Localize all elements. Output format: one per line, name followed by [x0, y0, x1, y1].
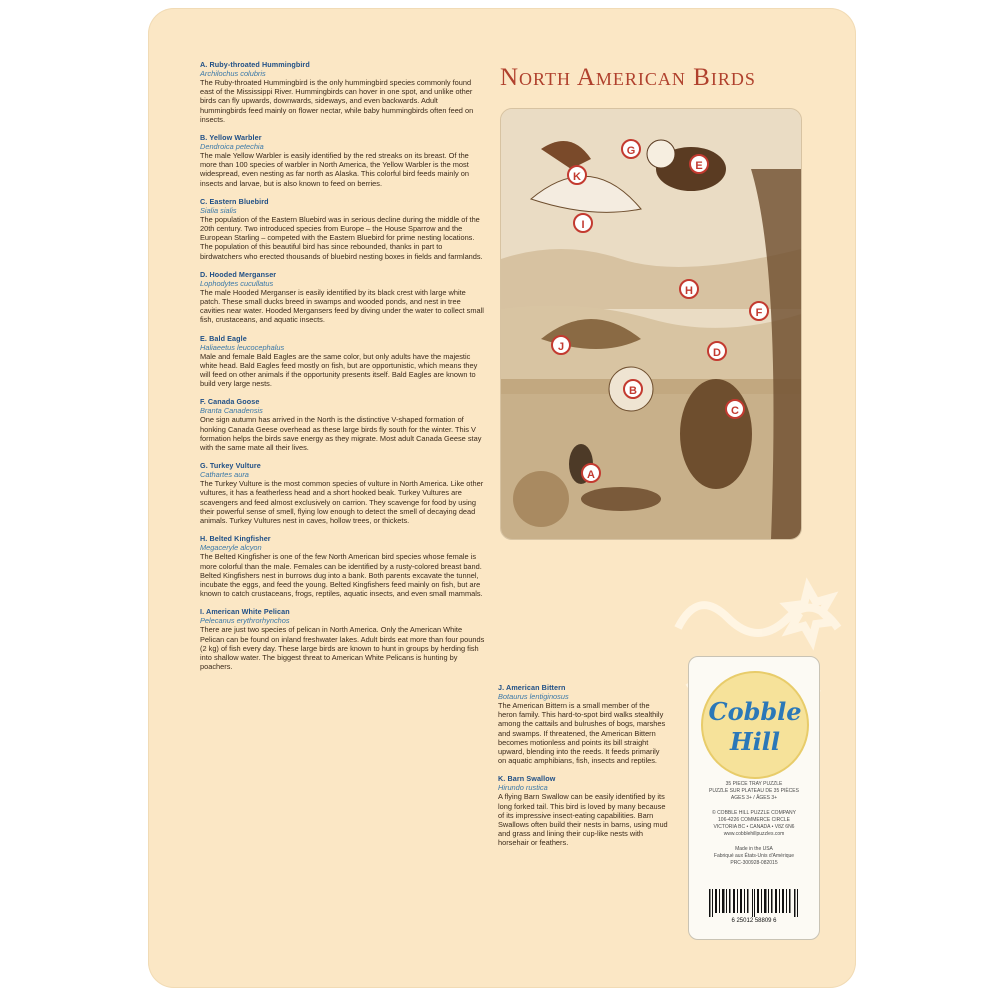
species-description: The Belted Kingfisher is one of the few North American bird species whose female is more colorful than the male. Females can be identified by a rusty-colored breast band. Belted Kingfishers nest in burrows dug into a bank. Both parents excavate the tunnel, incubate the eggs, and feed the young. Belted Kingfishers feed mainly on fish, but are known to catch crustaceans, frogs, reptiles, aquatic insects, and even small mammals. — [200, 552, 483, 599]
marker-d: D — [707, 341, 727, 361]
species-list-left — [200, 60, 485, 680]
species-latin-name: Hirundo rustica — [498, 783, 548, 793]
species-description: The male Hooded Merganser is easily identified by its black crest with large white patch. These small ducks breed in swamps and wooded ponds, and nest in tree cavities near water. Hooded Mergansers feed by diving under the water to collect small fish, crustaceans, and aquatic insects. — [200, 287, 484, 325]
species-description: The male Yellow Warbler is easily identified by the red streaks on its breast. Of the more than 100 species of warbler in North America, the Yellow Warbler is the most widespread, even nesting as far north as Alaska. This colorful bird feeds mainly on insects and larvae, but is also known to feed on berries. — [200, 151, 469, 188]
species-heading: K. Barn Swallow — [498, 774, 556, 784]
barcode-digits: 6 25012 58809 6 — [731, 918, 777, 923]
species-description: The American Bittern is a small member of the heron family. This hard-to-spot bird walks stealthily among the cattails and bulrushes of bogs, marshes and swamps. If threatened, the American Bittern becomes motionless and points its bill straight upward, blending into the reeds. It feeds primarily on aquatic amphibians, fish, insects and reptiles. — [498, 701, 666, 766]
species-entry — [200, 60, 485, 124]
species-latin-name: Pelecanus erythrorhynchos — [200, 616, 290, 626]
page-title: North American Birds — [500, 64, 756, 91]
species-heading: G. Turkey Vulture — [200, 461, 261, 471]
company-website: www.cobblehillpuzzles.com — [723, 831, 785, 837]
species-latin-name: Archilochus colubris — [200, 69, 266, 78]
cobble-hill-logo — [701, 671, 809, 779]
marker-f: F — [749, 301, 769, 321]
marker-i: I — [573, 213, 593, 233]
species-entry — [200, 461, 485, 525]
marker-c: C — [725, 399, 745, 419]
species-latin-name: Megaceryle alcyon — [200, 543, 262, 553]
company-address-2: VICTORIA BC • CANADA • V8Z 6N6 — [713, 824, 795, 830]
species-latin-name: Sialia sialis — [200, 205, 237, 215]
species-entry — [200, 397, 485, 452]
species-entry — [200, 133, 485, 188]
species-latin-name: Dendroica petechia — [200, 142, 264, 152]
species-entry — [498, 774, 668, 847]
puzzle-board — [148, 8, 856, 988]
marker-h: H — [679, 279, 699, 299]
piece-count-fr: PUZZLE SUR PLATEAU DE 35 PIÈCES — [709, 788, 799, 794]
marker-e: E — [689, 154, 709, 174]
bird-illustration — [500, 108, 802, 540]
marker-j: J — [551, 335, 571, 355]
logo-line-2: Hill — [729, 727, 781, 756]
logo-line-1: Cobble — [708, 697, 802, 726]
species-entry — [200, 534, 485, 598]
marker-a: A — [581, 463, 601, 483]
species-description: Male and female Bald Eagles are the same color, but only adults have the majestic white head. Bald Eagles feed mostly on fish, but are opportunistic, which means they will feed on other animals if the opportunity presents itself. Bald Eagles are known to build very large nests. — [200, 351, 478, 389]
species-description: There are just two species of pelican in North America. Only the American White Pelican can be found on inland freshwater lakes. Adult birds eat more than four pounds (2 kg) of fish every day. These large birds are known to hunt in groups by herding fish into shallow water. The biggest threat to American White Pelicans is hunting by poachers. — [200, 625, 485, 672]
species-heading: B. Yellow Warbler — [200, 133, 262, 143]
marker-g: G — [621, 139, 641, 159]
species-latin-name: Branta Canadensis — [200, 406, 263, 416]
species-description: The population of the Eastern Bluebird was in serious decline during the middle of the 20th century. Two introduced species from Europe – the House Sparrow and the European Starling – competed with the Eastern Bluebird for prime nesting locations. The population of this beautiful bird has since rebounded, thanks in part to birdwatchers who erected thousands of bluebird nesting boxes in fields and farmlands. — [200, 214, 483, 261]
species-heading: D. Hooded Merganser — [200, 269, 277, 279]
brand-label — [688, 656, 820, 940]
species-latin-name: Haliaeetus leucocephalus — [200, 342, 285, 352]
species-heading: F. Canada Goose — [200, 397, 260, 407]
marker-k: K — [567, 165, 587, 185]
species-heading: A. Ruby-throated Hummingbird — [200, 60, 310, 69]
species-list-right — [498, 683, 668, 857]
species-description: The Ruby-throated Hummingbird is the only hummingbird species commonly found east of the Mississippi River. Hummingbirds can hover in one spot, and unlike other birds can fly upwards, downwards, sideways, and even backwards. Adult hummingbirds feed mainly on flower nectar, while baby hummingbirds often feed on insects. — [200, 78, 474, 124]
species-heading: C. Eastern Bluebird — [200, 196, 269, 206]
made-in: Made in the USA — [735, 846, 773, 852]
species-description: One sign autumn has arrived in the North is the distinctive V-shaped formation of honking Canada Geese overhead as these large birds fly south for the winter. This V formation helps the birds save energy as they migrate. Most adult Canada Geese stay with the same mate all their lives. — [200, 415, 482, 453]
species-heading: H. Belted Kingfisher — [200, 534, 271, 544]
species-entry — [200, 607, 485, 671]
company-name: © COBBLE HILL PUZZLE COMPANY — [712, 810, 796, 816]
species-latin-name: Lophodytes cucullatus — [200, 278, 274, 288]
species-entry — [498, 683, 668, 765]
piece-count-en: 35 PIECE TRAY PUZZLE — [725, 781, 783, 787]
illustration-scene — [501, 109, 801, 539]
species-latin-name: Botaurus lentiginosus — [498, 692, 569, 701]
company-address-1: 106-4226 COMMERCE CIRCLE — [718, 817, 790, 823]
species-heading: E. Bald Eagle — [200, 333, 247, 343]
species-description: A flying Barn Swallow can be easily identified by its long forked tail. This bird is loved by many because of its impressive insect-eating capabilities. Barn Swallows often build their nests in barns, using mud and grass and lining their cup-like nests with horsehair or feathers. — [498, 792, 668, 848]
species-entry — [200, 334, 485, 389]
barcode — [703, 889, 805, 923]
species-heading: I. American White Pelican — [200, 607, 290, 617]
species-entry — [200, 197, 485, 261]
species-heading: J. American Bittern — [498, 683, 566, 692]
species-entry — [200, 270, 485, 325]
product-code: PRC-300928-082015 — [730, 860, 778, 866]
ages: AGES 3+ / ÂGES 3+ — [730, 795, 778, 801]
species-latin-name: Cathartes aura — [200, 470, 249, 480]
made-in-fr: Fabriqué aux États-Unis d'Amérique — [713, 853, 795, 859]
marker-b: B — [623, 379, 643, 399]
species-description: The Turkey Vulture is the most common species of vulture in North America. Like other vultures, it has a featherless head and a short hooked beak. Turkey Vultures are scavengers and feed almost exclusively on carrion. They scavenge for food by using their powerful sense of smell, flying low enough to detect the smell of decaying dead animals. Turkey Vultures nest in caves, hollow trees, or thickets. — [200, 479, 484, 526]
